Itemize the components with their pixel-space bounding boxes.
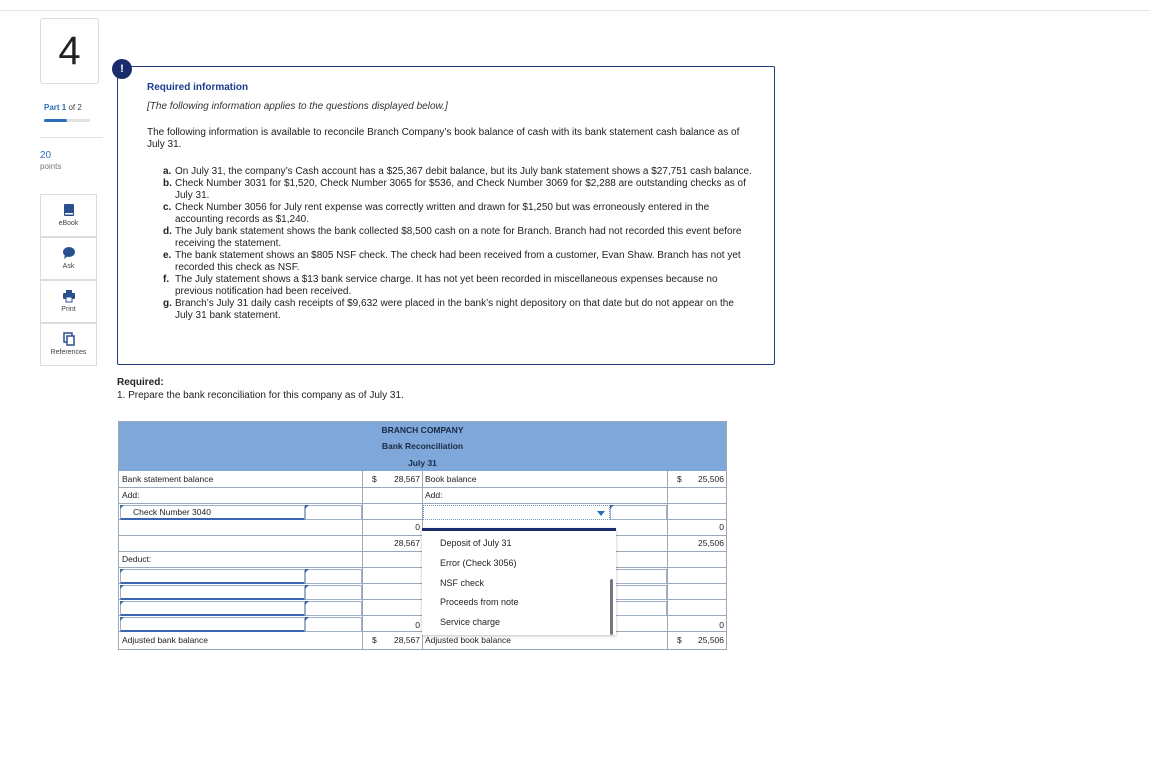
ask-button[interactable]	[40, 237, 97, 280]
book-balance-dollar: $	[677, 474, 682, 484]
chevron-down-icon	[597, 511, 605, 516]
top-divider	[0, 10, 1150, 11]
bank-deduct-amount-input-2[interactable]	[305, 585, 362, 600]
bank-balance-dollar: $	[372, 474, 377, 484]
list-item: d. The July bank statement shows the bank collected $8,500 cash on a note for Branch. Branch had not recorded this event before receiving the statement.	[163, 226, 742, 249]
adjusted-book-dollar: $	[677, 635, 682, 645]
chat-bubble-icon	[62, 246, 76, 260]
report-title: Bank Reconciliation	[119, 438, 726, 455]
book-deduct-amount-input-3[interactable]	[610, 601, 667, 616]
ask-label: Ask	[62, 263, 75, 270]
part-indicator	[44, 103, 82, 112]
bank-deduct-amount-input-3[interactable]	[305, 601, 362, 616]
bank-deduct-description-input-2[interactable]	[120, 585, 305, 600]
question-number: 4	[40, 18, 99, 84]
print-label: Print	[61, 306, 76, 313]
sidebar-divider	[40, 137, 103, 138]
bank-deduct-total: 0	[415, 620, 420, 630]
book-add-total: 0	[719, 522, 724, 532]
book-icon	[62, 203, 76, 217]
part-current: 1	[61, 103, 67, 112]
book-subtotal: 25,506	[698, 538, 724, 548]
print-button[interactable]	[40, 280, 97, 323]
book-balance-value: 25,506	[698, 474, 724, 484]
bank-add-total: 0	[415, 522, 420, 532]
references-button[interactable]	[40, 323, 97, 366]
dropdown-option-nsf[interactable]: NSF check	[440, 578, 485, 588]
bank-add-label: Add:	[122, 490, 140, 500]
list-item: e. The bank statement shows an $805 NSF check. The check had been received from a customer, Evan Shaw. Branch has not yet recorded this check as NSF.	[163, 250, 741, 273]
part-label: Part	[44, 103, 60, 112]
bank-add-description-input[interactable]: Check Number 3040	[120, 505, 305, 520]
list-item: a. On July 31, the company’s Cash account has a $25,367 debit balance, but its July bank statement shows a $27,751 cash balance.	[163, 166, 752, 177]
bank-deduct-description-input-4[interactable]	[120, 617, 305, 632]
part-progress-fill	[44, 119, 67, 122]
bank-deduct-description-input-3[interactable]	[120, 601, 305, 616]
dropdown-menu	[422, 528, 616, 635]
list-item: c. Check Number 3056 for July rent expense was correctly written and drawn for $1,250 but was erroneously entered in the accounting records as $1,240.	[163, 202, 710, 225]
bank-deduct-description-input-1[interactable]	[120, 569, 305, 584]
list-item: b. Check Number 3031 for $1,520, Check Number 3065 for $536, and Check Number 3069 for $2,288 are outstanding checks as of July 31.	[163, 178, 746, 201]
bank-deduct-amount-input-4[interactable]	[305, 617, 362, 632]
company-name: BRANCH COMPANY	[119, 422, 726, 438]
book-deduct-total: 0	[719, 620, 724, 630]
book-add-amount-input[interactable]	[610, 505, 667, 520]
alert-icon: !	[112, 59, 132, 79]
dropdown-option-error[interactable]: Error (Check 3056)	[440, 558, 517, 568]
dropdown-scrollbar[interactable]	[610, 579, 613, 635]
adjusted-bank-dollar: $	[372, 635, 377, 645]
bank-balance-label: Bank statement balance	[122, 474, 214, 484]
book-deduct-amount-input-1[interactable]	[610, 569, 667, 584]
points-label: points	[40, 162, 62, 171]
book-balance-label: Book balance	[425, 474, 477, 484]
info-items-list	[163, 166, 753, 322]
copy-pages-icon	[62, 332, 76, 346]
bank-balance-value: 28,567	[394, 474, 420, 484]
ebook-label: eBook	[58, 220, 79, 227]
dropdown-option-deposit[interactable]: Deposit of July 31	[440, 538, 512, 548]
list-item: g. Branch’s July 31 daily cash receipts of $9,632 were placed in the bank’s night depository on that date but do not appear on the July 31 bank statement.	[163, 298, 734, 321]
references-label: References	[50, 349, 87, 356]
info-subtitle: [The following information applies to the questions displayed below.]	[147, 101, 448, 112]
adjusted-bank-label: Adjusted bank balance	[122, 635, 209, 645]
required-item: 1. Prepare the bank reconciliation for this company as of July 31.	[117, 390, 404, 401]
book-add-label: Add:	[425, 490, 443, 500]
bank-add-amount-input[interactable]	[305, 505, 362, 520]
bank-deduct-label: Deduct:	[122, 554, 152, 564]
points-value: 20	[40, 150, 52, 161]
report-date: July 31	[119, 455, 726, 471]
required-heading: Required:	[117, 377, 164, 388]
printer-icon	[62, 289, 76, 303]
ebook-button[interactable]	[40, 194, 97, 237]
info-intro: The following information is available to reconcile Branch Company’s book balance of cash with its bank statement cash balance as of July 31.	[147, 127, 740, 150]
adjusted-bank-value: 28,567	[394, 635, 420, 645]
bank-deduct-amount-input-1[interactable]	[305, 569, 362, 584]
part-progress-bar	[44, 119, 90, 122]
book-deduct-amount-input-2[interactable]	[610, 585, 667, 600]
adjusted-book-value: 25,506	[698, 635, 724, 645]
adjusted-book-label: Adjusted book balance	[425, 635, 512, 645]
dropdown-option-proceeds[interactable]: Proceeds from note	[440, 597, 519, 607]
info-title: Required information	[147, 82, 249, 93]
dropdown-option-service[interactable]: Service charge	[440, 617, 501, 627]
part-of: of 2	[68, 103, 82, 112]
bank-subtotal: 28,567	[394, 538, 420, 548]
book-add-description-dropdown[interactable]	[423, 505, 610, 520]
list-item: f. The July statement shows a $13 bank service charge. It has not yet been recorded in miscellaneous expenses because no previous notification had been received.	[163, 274, 718, 297]
